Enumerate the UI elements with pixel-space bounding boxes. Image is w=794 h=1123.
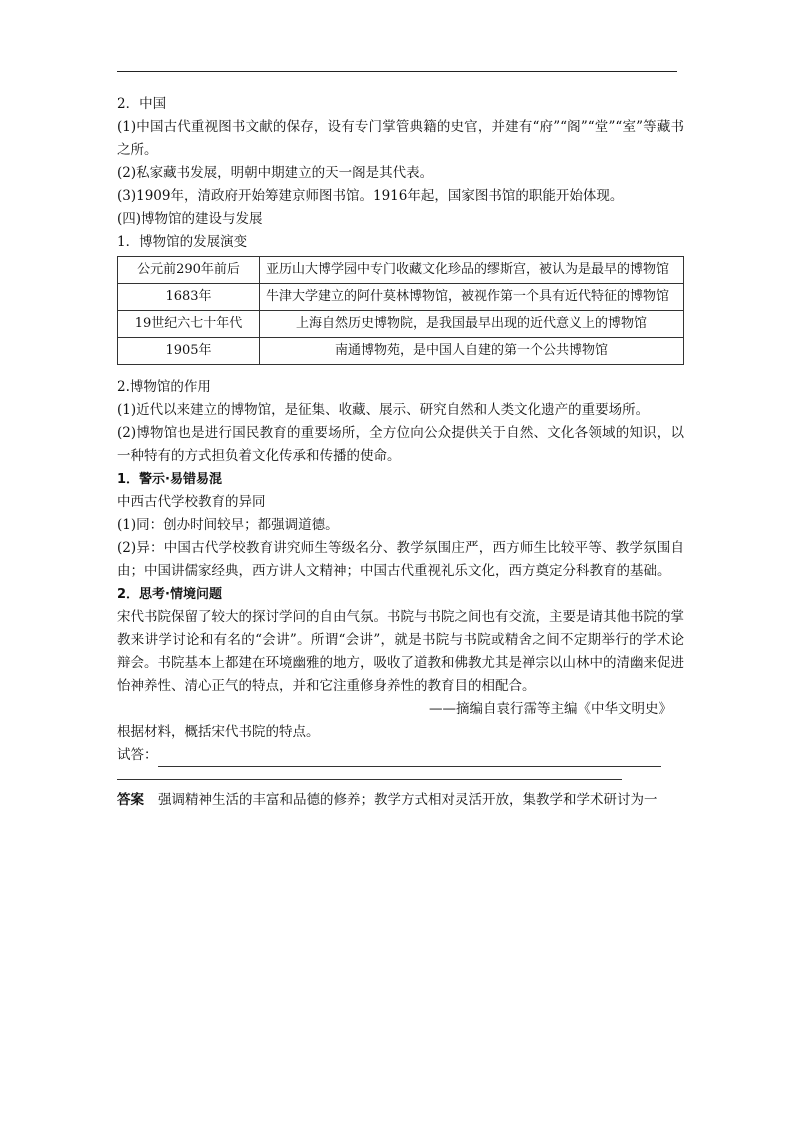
thinking-material: 宋代书院保留了较大的探讨学问的自由气氛。书院与书院之间也有交流，主要是请其他书院的掌教来讲学讨论和有名的“会讲”。所谓“会讲”，就是书院与书院或精舍之间不定期举行的学术论辩会。书院基本上都建在环境幽雅的地方，吸收了道教和佛教尤其是禅宗以山林中的清幽来促进怡神养性、清心正气的特点，并和它注重修身养性的教育目的相配合。 bbox=[117, 609, 684, 694]
answer-label: 答案 bbox=[117, 792, 144, 808]
try-label: 试答： bbox=[117, 747, 158, 763]
table-cell-year: 19世纪六七十年代 bbox=[118, 311, 260, 338]
warning-diff: (2)异：中国古代学校教育讲究师生等级名分、教学氛围庄严，西方师生比较平等、教学氛围自由；中国讲儒家经典，西方讲人文精神；中国古代重视礼乐文化，西方奠定分科教育的基础。 bbox=[117, 540, 684, 579]
china-para-2: (2)私家藏书发展，明朝中期建立的天一阁是其代表。 bbox=[117, 165, 434, 181]
museum-sub-1: 1．博物馆的发展演变 bbox=[117, 234, 248, 250]
table-cell-desc: 牛津大学建立的阿什莫林博物馆，被视作第一个具有近代特征的博物馆 bbox=[260, 284, 684, 311]
warning-title: 中西古代学校教育的异同 bbox=[117, 494, 266, 510]
table-cell-desc: 亚历山大博学园中专门收藏文化珍品的缪斯宫，被认为是最早的博物馆 bbox=[260, 257, 684, 284]
museum-role-1: (1)近代以来建立的博物馆，是征集、收藏、展示、研究自然和人类文化遗产的重要场所。 bbox=[117, 402, 650, 418]
museum-sub-2: 2.博物馆的作用 bbox=[117, 379, 211, 395]
museum-role-2: (2)博物馆也是进行国民教育的重要场所，全方位向公众提供关于自然、文化各领域的知识，以一种特有的方式担负着文化传承和传播的使命。 bbox=[117, 425, 684, 464]
warning-heading: 1．警示·易错易混 bbox=[117, 472, 222, 487]
table-row bbox=[118, 338, 684, 365]
table-row bbox=[118, 257, 684, 284]
material-source: ——摘编自袁行霈等主编《中华文明史》 bbox=[429, 701, 672, 717]
table-cell-desc: 南通博物苑，是中国人自建的第一个公共博物馆 bbox=[260, 338, 684, 365]
thinking-heading: 2．思考·情境问题 bbox=[117, 587, 222, 602]
china-heading: 2．中国 bbox=[117, 96, 167, 112]
header-rule bbox=[117, 71, 677, 72]
answer-input-line[interactable] bbox=[158, 751, 661, 767]
thinking-question: 根据材料，概括宋代书院的特点。 bbox=[117, 724, 320, 740]
china-para-3: (3)1909年，清政府开始筹建京师图书馆。1916年起，国家图书馆的职能开始体现。 bbox=[117, 188, 624, 204]
answer-input-line-2[interactable] bbox=[117, 767, 622, 780]
table-row bbox=[118, 311, 684, 338]
answer-paragraph bbox=[117, 789, 684, 812]
china-para-1: (1)中国古代重视图书文献的保存，设有专门掌管典籍的史官，并建有“府”“阁”“堂”“室”等藏书之所。 bbox=[117, 119, 684, 158]
museum-evolution-table bbox=[117, 256, 684, 365]
table-row bbox=[118, 284, 684, 311]
table-cell-desc: 上海自然历史博物院，是我国最早出现的近代意义上的博物馆 bbox=[260, 311, 684, 338]
answer-text: 强调精神生活的丰富和品德的修养；教学方式相对灵活开放，集教学和学术研讨为一 bbox=[158, 792, 658, 808]
table-cell-year: 公元前290年前后 bbox=[118, 257, 260, 284]
answer-row bbox=[117, 744, 684, 767]
table-cell-year: 1905年 bbox=[118, 338, 260, 365]
warning-same: (1)同：创办时间较早；都强调道德。 bbox=[117, 517, 339, 533]
museum-heading: (四)博物馆的建设与发展 bbox=[117, 211, 263, 227]
page-content bbox=[117, 93, 684, 812]
table-cell-year: 1683年 bbox=[118, 284, 260, 311]
